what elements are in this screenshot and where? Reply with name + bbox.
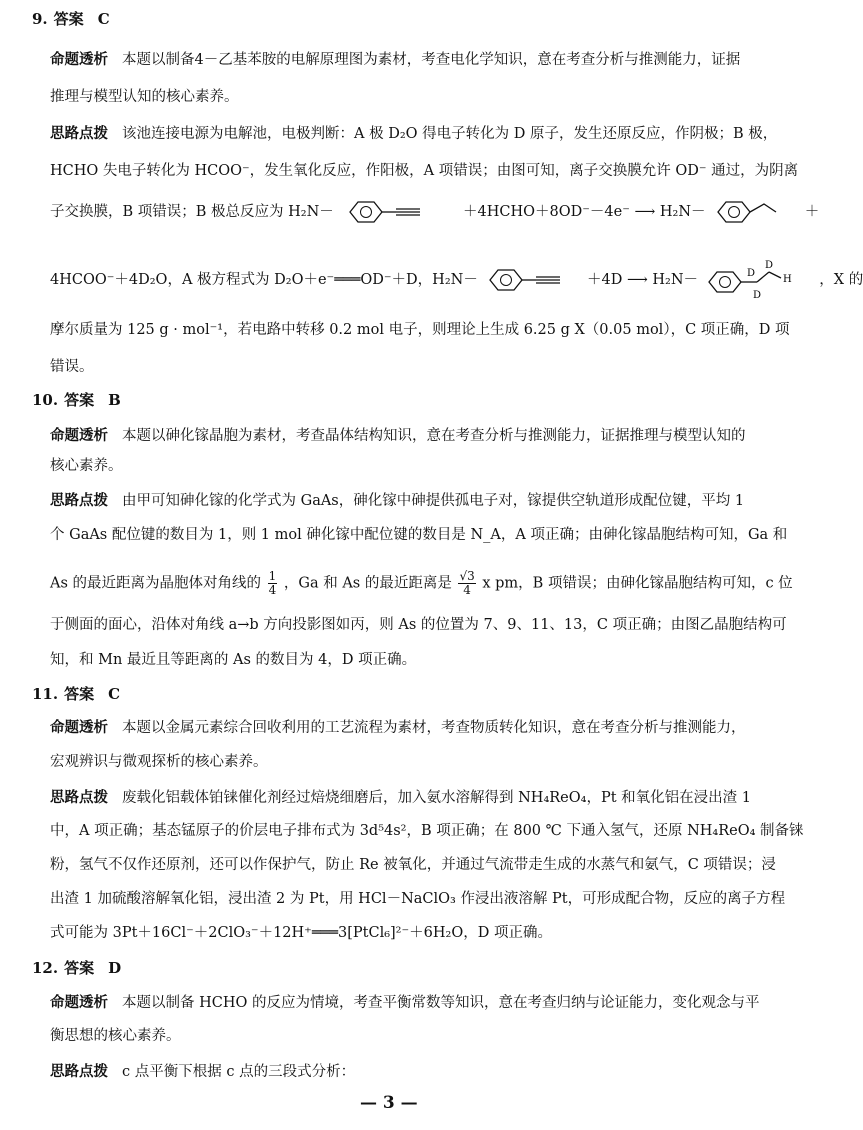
answer-letter: D bbox=[108, 959, 122, 977]
q10-hint-line-3: As 的最近距离为晶胞体对角线的 $\frac{1}{4}$ ，Ga 和 As 的最近距离是 $\frac{√3}{4}$ x pm，B 项错误；由砷化镓晶胞结构可知，c 位 bbox=[50, 569, 793, 597]
analysis-label: 命题透析 bbox=[50, 428, 108, 444]
analysis-label: 命题透析 bbox=[50, 995, 108, 1011]
question-number: 9. bbox=[32, 10, 48, 28]
q9-analysis-line-1: 命题透析 本题以制备4－乙基苯胺的电解原理图为素材，考查电化学知识，意在考查分析与推测能力，证据 bbox=[50, 52, 741, 68]
q11-analysis-line-1: 命题透析 本题以金属元素综合回收利用的工艺流程为素材，考查物质转化知识，意在考查分析与推测能力， bbox=[50, 720, 746, 736]
deuterium-label: D bbox=[752, 290, 761, 301]
q9-hint-line-3: 子交换膜，B 项错误；B 极总反应为 H₂N－ ＋4HCHO＋8OD⁻－4e⁻ ⟶ H₂N－ ＋ bbox=[50, 198, 819, 226]
q11-analysis-line-2: 宏观辨识与微观探析的核心素养。 bbox=[50, 754, 268, 770]
ethyl-benzene-ring-icon bbox=[710, 198, 800, 226]
question-9-header bbox=[32, 8, 110, 29]
answer-letter: B bbox=[108, 391, 121, 409]
answer-letter: C bbox=[108, 685, 121, 703]
q12-hint-line-1: 思路点拨 c 点平衡下根据 c 点的三段式分析： bbox=[50, 1064, 356, 1080]
q11-hint-line-5: 式可能为 3Pt＋16Cl⁻＋2ClO₃⁻＋12H⁺═══3[PtCl₆]²⁻＋6H₂O，D 项正确。 bbox=[50, 925, 552, 941]
q10-analysis-line-1: 命题透析 本题以砷化镓晶胞为素材，考查晶体结构知识，意在考查分析与推测能力，证据推理与模型认知的 bbox=[50, 428, 746, 444]
deuterium-label: D bbox=[746, 268, 755, 279]
fraction-root3-quarter: $\frac{√3}{4}$ bbox=[459, 569, 475, 597]
ethynyl-benzene-ring-icon-2 bbox=[482, 266, 582, 294]
q12-analysis-line-2: 衡思想的核心素养。 bbox=[50, 1028, 181, 1044]
page-number: — 3 — bbox=[360, 1093, 418, 1113]
q9-analysis-line-2: 推理与模型认知的核心素养。 bbox=[50, 89, 239, 105]
q9-hint-line-4: 4HCOO⁻＋4D₂O，A 极方程式为 D₂O＋e⁻═══OD⁻＋D，H₂N－ ＋4D ⟶ H₂N－ D D D H ，X 的 bbox=[50, 260, 863, 301]
answer-label: 答案 bbox=[64, 959, 95, 977]
question-number: 11. bbox=[32, 685, 59, 703]
q11-hint-line-1: 思路点拨 废载化铝载体铂铼催化剂经过焙烧细磨后，加入氨水溶解得到 NH₄ReO₄，Pt 和氧化铝在浸出渣 1 bbox=[50, 790, 751, 806]
q11-hint-line-3: 粉，氢气不仅作还原剂，还可以作保护气，防止 Re 被氧化，并通过气流带走生成的水蒸气和氨气，C 项错误；浸 bbox=[50, 857, 776, 873]
q9-hint-line-5: 摩尔质量为 125 g · mol⁻¹，若电路中转移 0.2 mol 电子，则理论上生成 6.25 g X（0.05 mol），C 项正确，D 项 bbox=[50, 322, 790, 338]
q10-hint-line-1: 思路点拨 由甲可知砷化镓的化学式为 GaAs，砷化镓中砷提供孤电子对，镓提供空轨道形成配位键，平均 1 bbox=[50, 493, 745, 509]
hint-label: 思路点拨 bbox=[50, 126, 108, 142]
deuterated-ethyl-benzene-icon bbox=[703, 258, 815, 302]
answer-label: 答案 bbox=[64, 685, 95, 703]
analysis-label: 命题透析 bbox=[50, 720, 108, 736]
q11-hint-line-4: 出渣 1 加硫酸溶解氧化铝，浸出渣 2 为 Pt，用 HCl－NaClO₃ 作浸出液溶解 Pt，可形成配合物，反应的离子方程 bbox=[50, 891, 786, 907]
hint-label: 思路点拨 bbox=[50, 790, 108, 806]
q10-analysis-line-2: 核心素养。 bbox=[50, 458, 123, 474]
deuterium-label: D bbox=[764, 260, 773, 271]
hint-label: 思路点拨 bbox=[50, 493, 108, 509]
fraction-one-quarter: $\frac{1}{4}$ bbox=[268, 569, 277, 597]
hydrogen-label: H bbox=[782, 274, 792, 285]
q10-hint-line-4: 于侧面的面心，沿体对角线 a→b 方向投影图如丙，则 As 的位置为 7、9、11、13，C 项正确；由图乙晶胞结构可 bbox=[50, 617, 787, 633]
q10-hint-line-2: 个 GaAs 配位键的数目为 1，则 1 mol 砷化镓中配位键的数目是 N_A，A 项正确；由砷化镓晶胞结构可知，Ga 和 bbox=[50, 527, 788, 543]
hint-label: 思路点拨 bbox=[50, 1064, 108, 1080]
analysis-label: 命题透析 bbox=[50, 52, 108, 68]
question-10-header bbox=[32, 389, 121, 410]
question-11-header bbox=[32, 683, 120, 704]
ethynyl-benzene-ring-icon bbox=[338, 198, 458, 226]
question-number: 12. bbox=[32, 959, 59, 977]
q9-hint-line-6: 错误。 bbox=[50, 359, 94, 375]
q11-hint-line-2: 中，A 项正确；基态锰原子的价层电子排布式为 3d⁵4s²，B 项正确；在 800 ℃ 下通入氢气，还原 NH₄ReO₄ 制备铼 bbox=[50, 823, 804, 839]
q9-hint-line-1: 思路点拨 该池连接电源为电解池，电极判断：A 极 D₂O 得电子转化为 D 原子，发生还原反应，作阴极；B 极， bbox=[50, 126, 778, 142]
q9-hint-line-2: HCHO 失电子转化为 HCOO⁻，发生氧化反应，作阳极，A 项错误；由图可知，离子交换膜允许 OD⁻ 通过，为阴离 bbox=[50, 163, 799, 179]
question-12-header bbox=[32, 957, 121, 978]
q10-hint-line-5: 知，和 Mn 最近且等距离的 As 的数目为 4，D 项正确。 bbox=[50, 652, 417, 668]
q12-analysis-line-1: 命题透析 本题以制备 HCHO 的反应为情境，考查平衡常数等知识，意在考查归纳与论证能力，变化观念与平 bbox=[50, 995, 760, 1011]
question-number: 10. bbox=[32, 391, 59, 409]
answer-letter: C bbox=[97, 10, 110, 28]
answer-label: 答案 bbox=[53, 10, 84, 28]
answer-label: 答案 bbox=[64, 391, 95, 409]
